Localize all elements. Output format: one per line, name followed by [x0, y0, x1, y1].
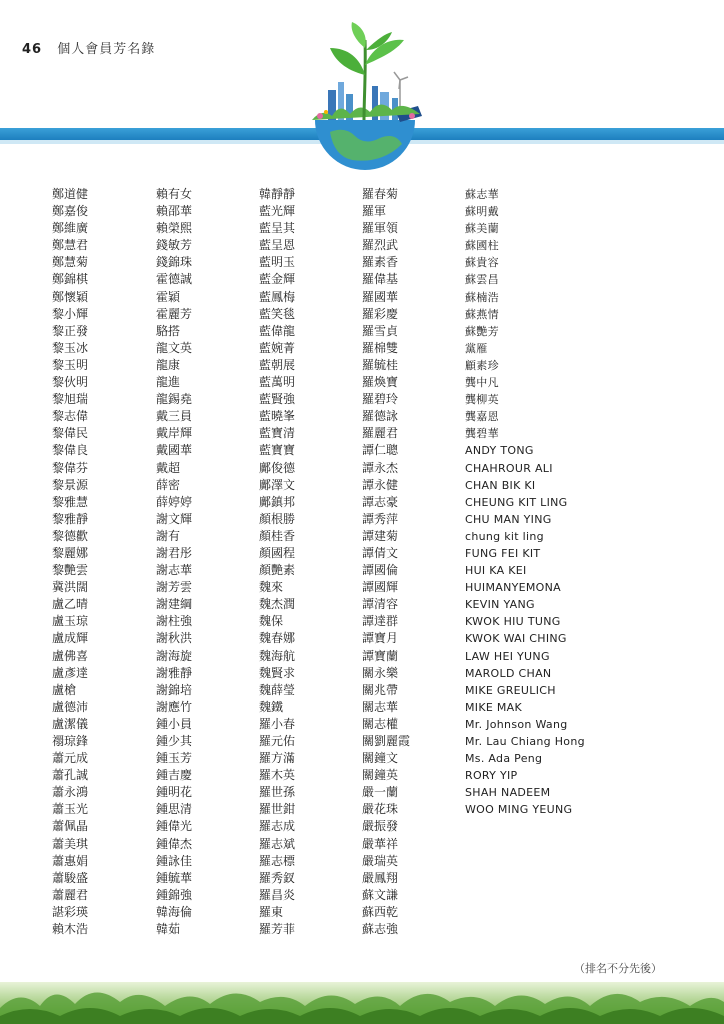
member-name: 羅軍領	[362, 221, 399, 236]
member-name: 鄭慧菊	[52, 255, 89, 270]
member-name: 羅彩慶	[362, 306, 399, 321]
member-name: 魏保	[259, 614, 284, 629]
member-name: 羅春菊	[362, 187, 399, 201]
member-name: 戴岸輝	[156, 426, 193, 441]
member-name: 黎雅靜	[52, 511, 89, 526]
member-name: 關鐘文	[362, 751, 399, 766]
member-name: 蕭佩晶	[52, 819, 89, 834]
member-name: 謝君彤	[156, 545, 193, 560]
member-name: 藍金輝	[259, 272, 296, 287]
member-name: SHAH NADEEM	[465, 786, 551, 800]
foliage-footer-decoration	[0, 982, 724, 1024]
member-name: 魏杰潤	[259, 597, 296, 612]
member-name: 戴三員	[156, 409, 193, 424]
member-name: 錢敏芳	[156, 238, 193, 253]
member-name: 蕭玉光	[52, 802, 89, 817]
page-number: 46	[22, 42, 43, 57]
member-name: 譚國輝	[362, 580, 399, 595]
member-name: 羅國華	[362, 289, 399, 304]
member-name: 羅芳菲	[259, 922, 296, 937]
member-name: 謝志華	[156, 563, 193, 578]
member-name: 鄭道健	[52, 187, 89, 201]
member-name: 盧德沛	[52, 699, 89, 714]
member-name: 羅毓桂	[362, 357, 399, 372]
member-name: 羅元佑	[259, 734, 296, 748]
member-name: 譚清容	[362, 597, 399, 612]
member-name: 龍文英	[156, 340, 193, 355]
member-name: 鍾思清	[156, 802, 193, 817]
member-name: 蘇國柱	[465, 239, 499, 253]
member-name: Ms. Ada Peng	[465, 752, 543, 766]
member-name: 駱搭	[156, 323, 181, 338]
member-name: 龔柳英	[465, 393, 499, 407]
member-name: 蘇貴容	[465, 256, 499, 270]
member-name: 羅小春	[259, 716, 296, 731]
member-name: 顧素珍	[465, 358, 499, 372]
member-name: 黨雁	[465, 341, 488, 355]
member-name: 黎玉冰	[52, 340, 89, 355]
member-name: 鍾錦強	[156, 887, 193, 902]
member-name: 魏來	[259, 580, 284, 595]
member-name: 黎玉明	[52, 357, 89, 372]
member-name: 謝文輝	[156, 511, 193, 526]
member-name: 鄭慧君	[52, 238, 89, 253]
member-name: 韓海倫	[156, 904, 193, 919]
member-name: 鄭懷穎	[52, 289, 89, 304]
member-name: 鍾小員	[156, 716, 193, 731]
member-name: 盧佛喜	[52, 648, 89, 663]
member-name: 嚴鳳翔	[362, 870, 399, 885]
member-name: 賴木浩	[52, 922, 89, 937]
member-name: 黎小輝	[52, 306, 89, 321]
member-name: 嚴華祥	[362, 836, 399, 851]
member-name: 黎志偉	[52, 409, 89, 424]
name-column-4	[362, 186, 410, 938]
member-name: 鍾明花	[156, 785, 193, 800]
member-name: 龔中凡	[465, 376, 499, 390]
member-name: 蘇明戴	[465, 205, 499, 219]
member-name: 羅志成	[259, 819, 296, 834]
member-name: 蘇文謙	[362, 887, 399, 902]
member-name: 嚴振發	[362, 819, 399, 834]
member-name: 黎偉芬	[52, 460, 89, 475]
member-name: 關劉麗霞	[362, 734, 411, 748]
member-name: Mr. Lau Chiang Hong	[465, 735, 585, 748]
member-name: HUI KA KEI	[465, 564, 527, 578]
member-name: 羅軍	[362, 204, 387, 219]
member-name: 龔碧華	[465, 427, 499, 441]
member-name: 顏國程	[259, 545, 296, 560]
member-name: 羅雪貞	[362, 323, 399, 338]
member-name: 羅方滿	[259, 751, 296, 766]
ranking-note: （排名不分先後）	[574, 962, 662, 975]
member-name: 龍進	[156, 375, 181, 390]
member-name: 薛婷婷	[156, 494, 193, 509]
member-name: 藍呈其	[259, 221, 296, 236]
member-name: 羅昌炎	[259, 887, 296, 902]
member-name: 黎偉民	[52, 426, 89, 441]
member-name: 龔嘉恩	[465, 410, 499, 424]
member-name: 龍錫堯	[156, 392, 193, 407]
member-name: 顏艷素	[259, 563, 296, 578]
member-name: 黎艷雲	[52, 563, 89, 578]
member-name: KWOK HIU TUNG	[465, 615, 561, 629]
member-name: 蘇艷芳	[465, 324, 499, 338]
member-name: 蘇燕情	[465, 307, 499, 321]
member-name: 譚寶月	[362, 631, 399, 646]
member-name: 鍾玉芳	[156, 751, 193, 766]
member-name: 盧成輝	[52, 631, 89, 646]
member-name: 鄭維廣	[52, 221, 89, 236]
member-name: MAROLD CHAN	[465, 666, 552, 680]
member-name: 黎正發	[52, 323, 89, 338]
member-name: 羅煥寶	[362, 375, 399, 390]
name-column-2	[156, 186, 192, 938]
page-header	[22, 38, 155, 57]
member-name: 譚秀萍	[362, 511, 399, 526]
member-name: 霍穎	[156, 289, 181, 304]
member-name: 盧槍	[52, 682, 77, 697]
member-name: 羅碧玲	[362, 392, 399, 407]
member-name: 鄺俊德	[259, 460, 296, 475]
member-name: CHEUNG KIT LING	[465, 495, 568, 509]
member-name: 譚建菊	[362, 528, 399, 543]
member-name: FUNG FEI KIT	[465, 546, 541, 560]
member-name: 蕭美琪	[52, 836, 89, 851]
member-name: 鍾偉杰	[156, 836, 193, 851]
member-name: 藍婉菁	[259, 340, 296, 355]
member-name: 譚仁聰	[362, 443, 399, 458]
member-name: 蕭駿盛	[52, 870, 89, 885]
member-name: 羅世鉗	[259, 802, 296, 817]
member-name: 霍德誠	[156, 272, 193, 287]
member-name: 盧彥達	[52, 665, 89, 680]
member-name: 關鐘英	[362, 768, 399, 783]
member-name: 羅偉基	[362, 272, 399, 287]
member-name: 羅木英	[259, 768, 296, 783]
member-name: 鄭錦棋	[52, 272, 89, 287]
member-name: 譚志豪	[362, 494, 399, 509]
member-name: 黎偉良	[52, 443, 89, 458]
member-name: 鍾少其	[156, 734, 193, 748]
member-name: 藍偉龍	[259, 323, 296, 338]
member-name: 羅棉雙	[362, 340, 399, 355]
member-name: 諶彩瑛	[52, 904, 89, 919]
member-name-list	[0, 186, 724, 961]
member-name: 黎麗娜	[52, 545, 89, 560]
member-name: 魏鐵	[259, 699, 284, 714]
member-name: 鍾毓華	[156, 870, 193, 885]
member-name: 藍呈恩	[259, 238, 296, 253]
name-column-1	[52, 186, 88, 938]
page-title: 個人會員芳名錄	[57, 42, 156, 57]
member-name: 藍萬明	[259, 375, 296, 390]
member-name: HUIMANYEMONA	[465, 581, 561, 595]
member-name: 譚永健	[362, 477, 399, 492]
member-name: MIKE MAK	[465, 700, 523, 714]
member-name: 戴國華	[156, 443, 193, 458]
member-name: 韓茹	[156, 922, 181, 937]
member-name: LAW HEI YUNG	[465, 649, 550, 663]
member-name: CHAHROUR ALI	[465, 461, 553, 475]
member-name: 韓靜靜	[259, 187, 296, 201]
member-name: 賴有女	[156, 187, 193, 201]
member-name: 羅志標	[259, 853, 296, 868]
member-name: 黎德歡	[52, 528, 89, 543]
member-name: 關志華	[362, 699, 399, 714]
member-name: 鍾詠佳	[156, 853, 193, 868]
member-name: 謝錦培	[156, 682, 193, 697]
member-name: MIKE GREULICH	[465, 683, 556, 697]
member-name: 藍寶清	[259, 426, 296, 441]
member-name: 黎旭瑞	[52, 392, 89, 407]
member-name: 謝建綱	[156, 597, 193, 612]
member-name: 黎伙明	[52, 375, 89, 390]
member-name: 譚倩文	[362, 545, 399, 560]
member-name: 薛密	[156, 477, 181, 492]
member-name: 鄺鎮邦	[259, 494, 296, 509]
member-name: 龍康	[156, 357, 181, 372]
member-name: 譚達群	[362, 614, 399, 629]
member-name: 謝應竹	[156, 699, 193, 714]
member-name: 盧玉琼	[52, 614, 89, 629]
member-name: 禤琼鋒	[52, 734, 89, 748]
member-name: 藍朝展	[259, 357, 296, 372]
member-name: 錢錦珠	[156, 255, 193, 270]
member-name: 魏海航	[259, 648, 296, 663]
member-name: 顏根勝	[259, 511, 296, 526]
member-name: 謝雅靜	[156, 665, 193, 680]
member-name: 冀洪闊	[52, 580, 89, 595]
member-name: 藍賢強	[259, 392, 296, 407]
member-name: 黎景源	[52, 477, 89, 492]
member-name: 戴超	[156, 460, 181, 475]
member-name: 譚永杰	[362, 460, 399, 475]
member-name: 蕭麗君	[52, 887, 89, 902]
member-name: ANDY TONG	[465, 444, 534, 458]
member-name: 嚴花珠	[362, 802, 399, 817]
member-name: 謝海旋	[156, 648, 193, 663]
member-name: 鄭嘉俊	[52, 204, 89, 219]
member-name: 霍麗芳	[156, 306, 193, 321]
member-name: 關兆帶	[362, 682, 399, 697]
member-name: 魏薛瑩	[259, 682, 296, 697]
member-name: 蘇志強	[362, 922, 399, 937]
member-name: 謝有	[156, 528, 181, 543]
member-name: 蕭惠娟	[52, 853, 89, 868]
member-name: 謝芳雲	[156, 580, 193, 595]
member-name: 羅東	[259, 904, 284, 919]
member-name: 藍寶寶	[259, 443, 296, 458]
member-name: KEVIN YANG	[465, 598, 535, 612]
green-city-globe-illustration	[300, 20, 430, 170]
member-name: 賴邵華	[156, 204, 193, 219]
member-name: 藍笑毯	[259, 306, 296, 321]
member-name: WOO MING YEUNG	[465, 803, 573, 817]
member-name: 謝秋洪	[156, 631, 193, 646]
member-name: KWOK WAI CHING	[465, 632, 567, 646]
member-name: 謝柱強	[156, 614, 193, 629]
member-name: 羅烈武	[362, 238, 399, 253]
member-name: 蕭孔誠	[52, 768, 89, 783]
member-name: 蘇美蘭	[465, 222, 499, 236]
member-name: 賴榮熙	[156, 221, 193, 236]
member-name: CHU MAN YING	[465, 512, 552, 526]
member-name: CHAN BIK KI	[465, 478, 536, 492]
member-name: 顏桂香	[259, 528, 296, 543]
member-name: 關志權	[362, 716, 399, 731]
member-name: 蘇雲昌	[465, 273, 499, 287]
member-name: 藍曉峯	[259, 409, 296, 424]
member-name: 譚寶蘭	[362, 648, 399, 663]
member-name: Mr. Johnson Wang	[465, 717, 568, 731]
member-name: 關永樂	[362, 665, 399, 680]
member-name: 嚴一蘭	[362, 785, 399, 800]
member-name: 羅世孫	[259, 785, 296, 800]
member-name: 蕭永鴻	[52, 785, 89, 800]
member-name: 蘇志華	[465, 188, 499, 201]
member-name: 鍾吉慶	[156, 768, 193, 783]
member-name: RORY YIP	[465, 769, 518, 783]
member-name: 鍾偉光	[156, 819, 193, 834]
member-name: 藍光輝	[259, 204, 296, 219]
member-name: 嚴瑞英	[362, 853, 399, 868]
member-name: 羅志斌	[259, 836, 296, 851]
member-name: 羅秀釵	[259, 870, 296, 885]
member-name: 蘇西乾	[362, 904, 399, 919]
name-column-5	[465, 186, 585, 818]
member-name: 藍鳳梅	[259, 289, 296, 304]
member-name: 黎雅慧	[52, 494, 89, 509]
member-name: 盧潔儀	[52, 716, 89, 731]
member-name: 羅素香	[362, 255, 399, 270]
member-name: 羅麗君	[362, 426, 399, 441]
member-name: 盧乙晴	[52, 597, 89, 612]
member-name: 羅德詠	[362, 409, 399, 424]
member-name: chung kit ling	[465, 529, 544, 543]
name-column-3	[259, 186, 295, 938]
member-name: 譚國倫	[362, 563, 399, 578]
member-name: 蕭元成	[52, 751, 89, 766]
member-name: 蘇楠浩	[465, 290, 499, 304]
member-name: 魏春娜	[259, 631, 296, 646]
member-name: 藍明玉	[259, 255, 296, 270]
member-name: 鄺澤文	[259, 477, 296, 492]
member-name: 魏賢求	[259, 665, 296, 680]
